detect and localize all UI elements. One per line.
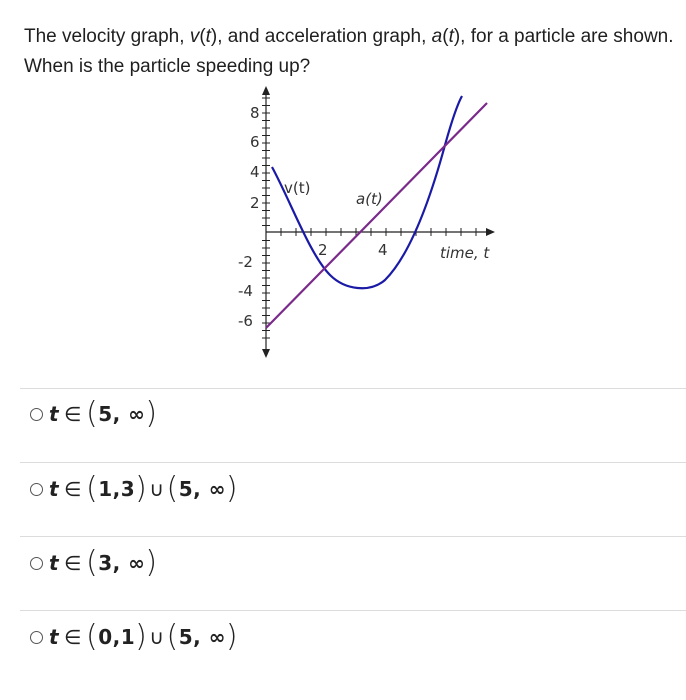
interval-bounds: 5, ∞	[178, 477, 226, 501]
interval-bounds: 5, ∞	[178, 625, 226, 649]
parenthesis: (	[85, 471, 99, 506]
parenthesis: )	[135, 619, 148, 654]
interval-bounds: 0,1	[98, 625, 136, 649]
option-variable: t	[49, 402, 60, 426]
x-axis-label: time, t	[440, 244, 490, 262]
divider	[20, 388, 686, 389]
divider	[20, 462, 686, 463]
option-variable: t	[49, 551, 60, 575]
option-3[interactable]	[30, 541, 158, 585]
interval-bounds: 1,3	[98, 477, 136, 501]
union-symbol: ∪	[149, 625, 165, 649]
radio-button-icon[interactable]	[30, 408, 43, 421]
divider	[20, 536, 686, 537]
element-of-symbol: ∈	[64, 477, 82, 501]
y-tick-label: 4	[250, 163, 260, 181]
parenthesis: )	[145, 396, 158, 431]
radio-button-icon[interactable]	[30, 631, 43, 644]
option-1-text	[49, 396, 158, 431]
question-text: The velocity graph, v(t), and acceleration graph, a(t), for a particle are shown. When is the particle speeding up?	[24, 26, 674, 77]
parenthesis: (	[85, 545, 99, 580]
parenthesis: (	[85, 619, 99, 654]
option-4-text	[49, 619, 239, 654]
option-4[interactable]	[30, 615, 238, 659]
parenthesis: )	[145, 545, 158, 580]
parenthesis: )	[225, 619, 239, 654]
acceleration-line	[266, 103, 487, 328]
x-tick-label: 2	[318, 241, 328, 259]
y-axis-arrow-bottom	[262, 349, 270, 358]
acceleration-label: a(t)	[356, 190, 383, 208]
parenthesis: (	[166, 619, 179, 654]
x-axis-arrow	[486, 228, 495, 236]
parenthesis: (	[85, 396, 99, 431]
x-tick-label: 4	[378, 241, 388, 259]
option-2-text	[49, 471, 239, 506]
interval-bounds: 5, ∞	[98, 402, 146, 426]
y-tick-label: 2	[250, 194, 260, 212]
element-of-symbol: ∈	[64, 402, 82, 426]
y-tick-label: 6	[250, 133, 260, 151]
parenthesis: )	[135, 471, 148, 506]
velocity-label: v(t)	[284, 179, 311, 197]
y-axis-arrow-top	[262, 86, 270, 95]
option-3-text	[49, 545, 158, 580]
interval-bounds: 3, ∞	[98, 551, 146, 575]
parenthesis: (	[166, 471, 179, 506]
radio-button-icon[interactable]	[30, 557, 43, 570]
parenthesis: )	[225, 471, 239, 506]
y-tick-label: 8	[250, 104, 260, 122]
element-of-symbol: ∈	[64, 551, 82, 575]
union-symbol: ∪	[149, 477, 165, 501]
y-tick-label: -4	[238, 282, 253, 300]
y-tick-label: -6	[238, 312, 253, 330]
radio-button-icon[interactable]	[30, 483, 43, 496]
option-2[interactable]	[30, 467, 238, 511]
y-tick-label: -2	[238, 253, 253, 271]
option-1[interactable]	[30, 392, 158, 436]
option-variable: t	[49, 477, 60, 501]
option-variable: t	[49, 625, 60, 649]
element-of-symbol: ∈	[64, 625, 82, 649]
divider	[20, 610, 686, 611]
